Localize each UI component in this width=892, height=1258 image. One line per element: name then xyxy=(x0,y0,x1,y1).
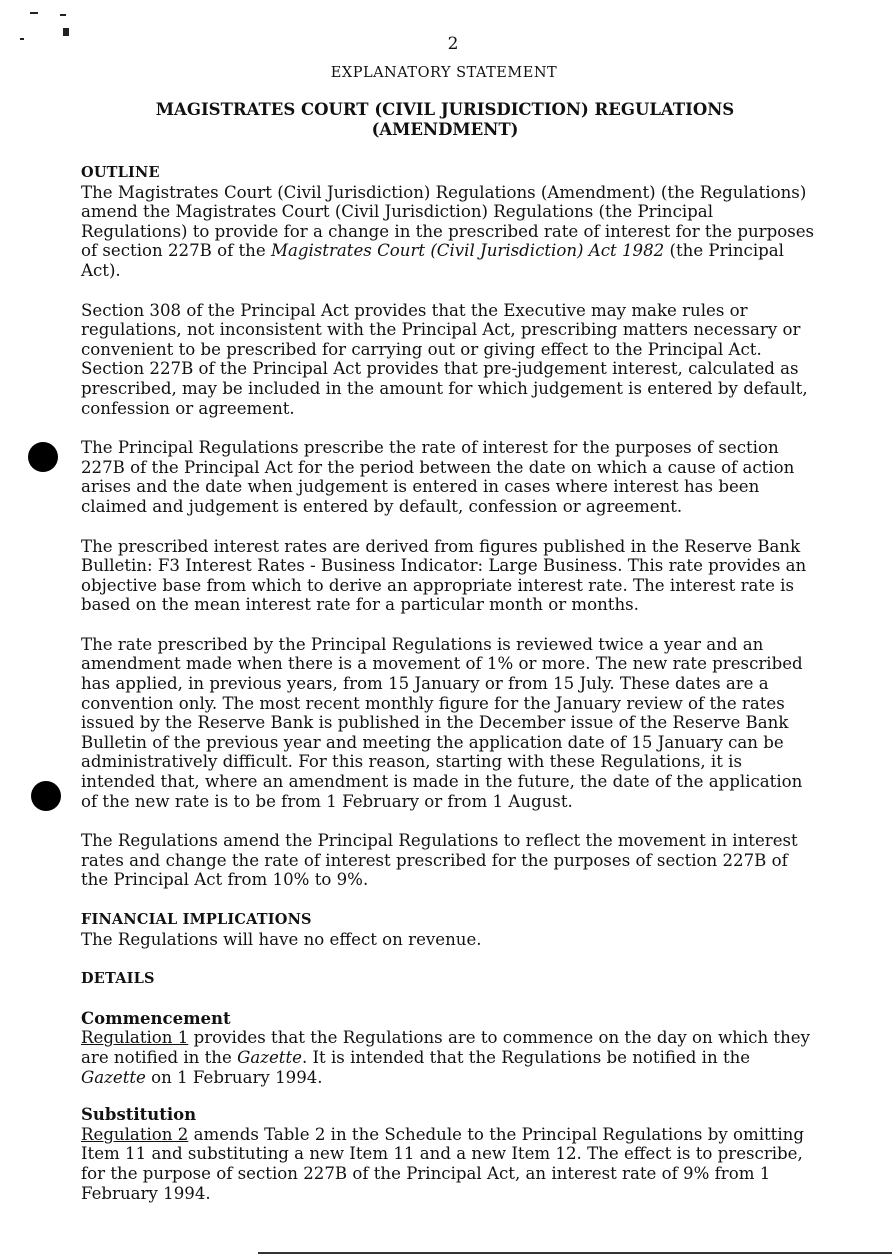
commencement-heading: Commencement xyxy=(81,1008,231,1028)
outline-paragraph-1: The Magistrates Court (Civil Jurisdiction) Regulations (Amendment) (the Regulations) amend the Magistrates Court (Civil Jurisdiction) Regulations (the Principal Regulations) to provide for a change in the prescribed rate of interest for the purposes of section 227B of the Magistrates Court (Civil Jurisdiction) Act 1982 (the Principal Act). xyxy=(81,182,815,280)
outline-heading: OUTLINE xyxy=(81,164,160,181)
title-line-1: MAGISTRATES COURT (CIVIL JURISDICTION) REGULATIONS xyxy=(155,100,735,119)
substitution-text: Regulation 2 amends Table 2 in the Schedule to the Principal Regulations by omitting Item 11 and substituting a new Item 11 and a new Item 12. The effect is to prescribe, for the purpose of section 227B of the Principal Act, an interest rate of 9% from 1 February 1994. xyxy=(81,1124,804,1203)
substitution-heading: Substitution xyxy=(81,1105,197,1125)
scan-speck xyxy=(60,14,66,16)
page-number: 2 xyxy=(447,34,459,54)
act-title: Magistrates Court (Civil Jurisdiction) Act 1982 xyxy=(270,241,665,261)
scan-edge-line xyxy=(258,1252,892,1254)
document-body xyxy=(81,163,817,1203)
title-line-2: (AMENDMENT) xyxy=(371,120,519,139)
regulation-2-ref: Regulation 2 xyxy=(81,1124,189,1144)
statement-heading: EXPLANATORY STATEMENT xyxy=(330,65,558,81)
details-heading: DETAILS xyxy=(81,970,155,988)
outline-paragraph-3: The Principal Regulations prescribe the rate of interest for the purposes of section 227B of the Principal Act for the period between the date on which a cause of action arises and the date when judgement is entered in cases where interest has been claimed and judgement is entered by default, confession or agreement. xyxy=(81,438,795,516)
commencement-text: Regulation 1 provides that the Regulations are to commence on the day on which they are notified in the Gazette. It is intended that the Regulations be notified in the Gazette on 1 February 1994. xyxy=(81,1028,810,1087)
scan-speck xyxy=(30,12,38,14)
punch-hole-upper xyxy=(28,442,58,472)
document-title xyxy=(130,100,760,140)
punch-hole-lower xyxy=(31,781,61,811)
outline-paragraph-6: The Regulations amend the Principal Regulations to reflect the movement in interest rates and change the rate of interest prescribed for the purposes of section 227B of the Principal Act from 10% to 9%. xyxy=(81,831,798,890)
financial-heading: FINANCIAL IMPLICATIONS xyxy=(81,911,312,928)
outline-paragraph-2: Section 308 of the Principal Act provides that the Executive may make rules or regulations, not inconsistent with the Principal Act, prescribing matters necessary or convenient to be prescribed for carrying out or giving effect to the Principal Act. Section 227B of the Principal Act provides that pre-judgement interest, calculated as prescribed, may be included in the amount for which judgement is entered by default, confession or agreement. xyxy=(81,300,808,418)
financial-text: The Regulations will have no effect on revenue. xyxy=(81,929,482,949)
regulation-1-ref: Regulation 1 xyxy=(81,1028,189,1048)
outline-paragraph-5: The rate prescribed by the Principal Regulations is reviewed twice a year and an amendment made when there is a movement of 1% or more. The new rate prescribed has applied, in previous years, from 15 January or from 15 July. These dates are a convention only. The most recent monthly figure for the January review of the rates issued by the Reserve Bank is published in the December issue of the Reserve Bank Bulletin of the previous year and meeting the application date of 15 January can be administratively difficult. For this reason, starting with these Regulations, it is intended that, where an amendment is made in the future, the date of the application of the new rate is to be from 1 February or from 1 August. xyxy=(81,634,803,811)
outline-paragraph-4: The prescribed interest rates are derived from figures published in the Reserve Bank Bulletin: F3 Interest Rates - Business Indicator: Large Business. This rate provides an objective base from which to derive an appropriate interest rate. The interest rate is based on the mean interest rate for a particular month or months. xyxy=(81,536,807,615)
